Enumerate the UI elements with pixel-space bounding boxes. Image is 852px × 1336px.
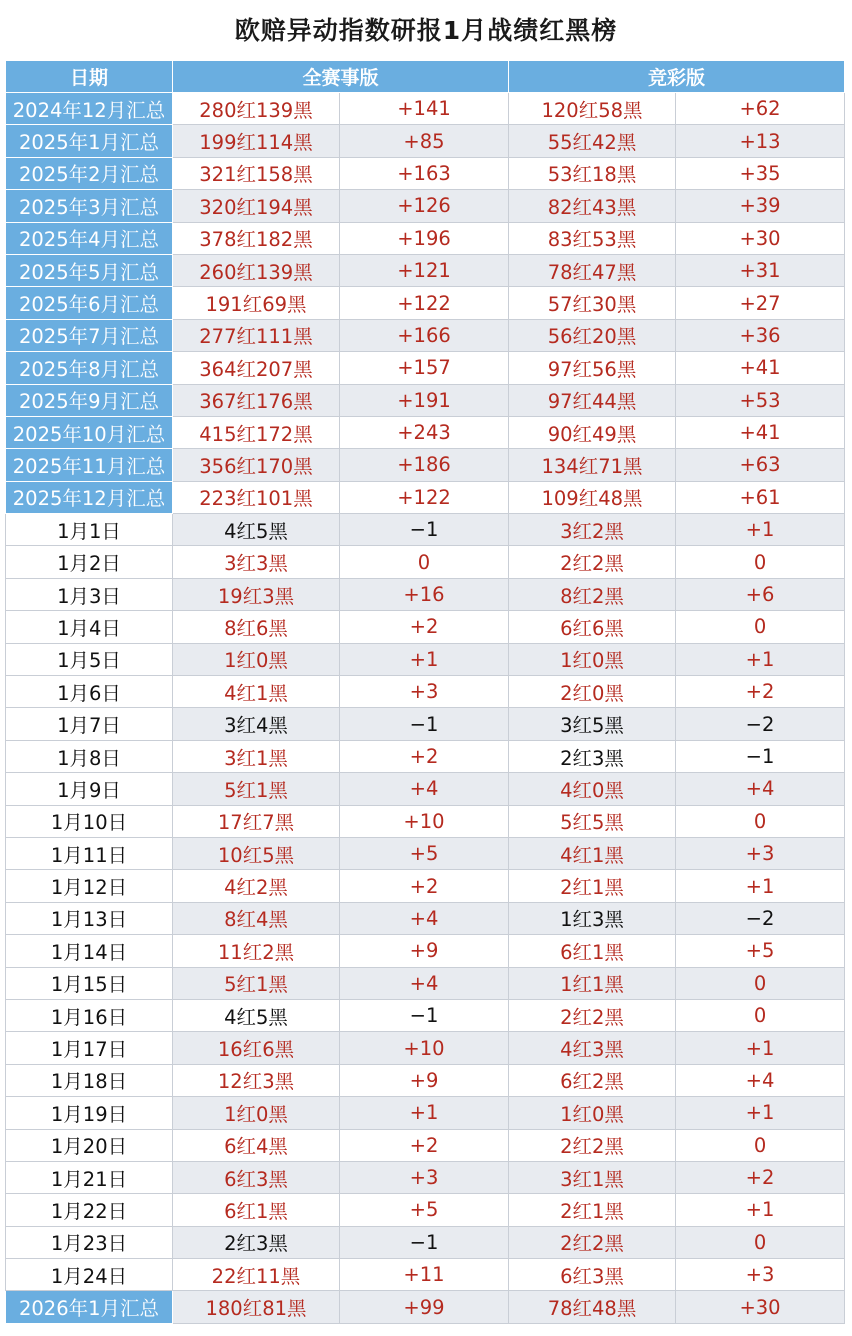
- all-profit-cell: +186: [340, 449, 509, 481]
- lottery-profit-cell: +31: [676, 254, 845, 286]
- all-profit-cell: +243: [340, 416, 509, 448]
- all-record-cell: 10红5黑: [173, 837, 340, 869]
- lottery-profit-cell: +30: [676, 222, 845, 254]
- all-record-cell: 6红3黑: [173, 1161, 340, 1193]
- all-record-cell: 8红6黑: [173, 611, 340, 643]
- summary-row: [6, 416, 845, 448]
- all-profit-cell: +16: [340, 578, 509, 610]
- all-profit-cell: +1: [340, 1097, 509, 1129]
- all-record-cell: 4红1黑: [173, 676, 340, 708]
- lottery-profit-cell: +13: [676, 125, 845, 157]
- lottery-record-cell: 57红30黑: [509, 287, 676, 319]
- lottery-record-cell: 78红48黑: [509, 1291, 676, 1323]
- date-cell: 1月6日: [6, 676, 173, 708]
- all-profit-cell: 0: [340, 546, 509, 578]
- lottery-record-cell: 53红18黑: [509, 157, 676, 189]
- table-row: [6, 837, 845, 869]
- all-profit-cell: −1: [340, 999, 509, 1031]
- all-profit-cell: +85: [340, 125, 509, 157]
- lottery-profit-cell: +62: [676, 93, 845, 125]
- date-cell: 1月16日: [6, 999, 173, 1031]
- lottery-record-cell: 1红0黑: [509, 643, 676, 675]
- all-profit-cell: +4: [340, 967, 509, 999]
- page-title: 欧赔异动指数研报1月战绩红黑榜: [234, 16, 618, 45]
- lottery-record-cell: 83红53黑: [509, 222, 676, 254]
- lottery-profit-cell: +4: [676, 773, 845, 805]
- lottery-record-cell: 1红0黑: [509, 1097, 676, 1129]
- all-record-cell: 191红69黑: [173, 287, 340, 319]
- all-record-cell: 260红139黑: [173, 254, 340, 286]
- lottery-profit-cell: +41: [676, 352, 845, 384]
- date-cell: 2026年1月汇总: [6, 1291, 173, 1323]
- all-profit-cell: +10: [340, 1032, 509, 1064]
- lottery-record-cell: 2红0黑: [509, 676, 676, 708]
- lottery-record-cell: 6红1黑: [509, 935, 676, 967]
- date-cell: 2025年8月汇总: [6, 352, 173, 384]
- lottery-profit-cell: +61: [676, 481, 845, 513]
- all-record-cell: 415红172黑: [173, 416, 340, 448]
- lottery-record-cell: 6红2黑: [509, 1064, 676, 1096]
- table-row: [6, 967, 845, 999]
- summary-row: [6, 222, 845, 254]
- all-profit-cell: +121: [340, 254, 509, 286]
- lottery-record-cell: 5红5黑: [509, 805, 676, 837]
- all-record-cell: 3红1黑: [173, 740, 340, 772]
- summary-row: [6, 93, 845, 125]
- date-cell: 1月8日: [6, 740, 173, 772]
- table-row: [6, 643, 845, 675]
- all-profit-cell: +126: [340, 190, 509, 222]
- all-record-cell: 280红139黑: [173, 93, 340, 125]
- date-cell: 2025年10月汇总: [6, 416, 173, 448]
- table-row: [6, 935, 845, 967]
- summary-row: [6, 254, 845, 286]
- all-record-cell: 5红1黑: [173, 967, 340, 999]
- table-row: [6, 1097, 845, 1129]
- table-row: [6, 870, 845, 902]
- all-record-cell: 19红3黑: [173, 578, 340, 610]
- table-body: [6, 93, 845, 1324]
- lottery-record-cell: 2红2黑: [509, 546, 676, 578]
- lottery-record-cell: 97红56黑: [509, 352, 676, 384]
- date-cell: 1月15日: [6, 967, 173, 999]
- lottery-profit-cell: +1: [676, 643, 845, 675]
- summary-row: [6, 481, 845, 513]
- all-profit-cell: +163: [340, 157, 509, 189]
- all-record-cell: 1红0黑: [173, 643, 340, 675]
- table-row: [6, 773, 845, 805]
- lottery-record-cell: 109红48黑: [509, 481, 676, 513]
- date-cell: 2025年7月汇总: [6, 319, 173, 351]
- all-record-cell: 223红101黑: [173, 481, 340, 513]
- all-profit-cell: +99: [340, 1291, 509, 1323]
- all-record-cell: 321红158黑: [173, 157, 340, 189]
- lottery-record-cell: 4红3黑: [509, 1032, 676, 1064]
- all-record-cell: 4红5黑: [173, 514, 340, 546]
- all-profit-cell: +2: [340, 740, 509, 772]
- all-profit-cell: +2: [340, 611, 509, 643]
- lottery-profit-cell: +30: [676, 1291, 845, 1323]
- all-record-cell: 1红0黑: [173, 1097, 340, 1129]
- all-record-cell: 17红7黑: [173, 805, 340, 837]
- table-row: [6, 1032, 845, 1064]
- all-profit-cell: +166: [340, 319, 509, 351]
- lottery-record-cell: 56红20黑: [509, 319, 676, 351]
- date-cell: 2025年9月汇总: [6, 384, 173, 416]
- table-row: [6, 546, 845, 578]
- header-all-events: 全赛事版: [173, 61, 509, 93]
- lottery-profit-cell: +1: [676, 1032, 845, 1064]
- all-record-cell: 356红170黑: [173, 449, 340, 481]
- date-cell: 1月2日: [6, 546, 173, 578]
- date-cell: 1月17日: [6, 1032, 173, 1064]
- lottery-record-cell: 55红42黑: [509, 125, 676, 157]
- date-cell: 1月12日: [6, 870, 173, 902]
- summary-row: [6, 1291, 845, 1323]
- date-cell: 2025年3月汇总: [6, 190, 173, 222]
- all-record-cell: 277红111黑: [173, 319, 340, 351]
- date-cell: 2025年1月汇总: [6, 125, 173, 157]
- lottery-profit-cell: +35: [676, 157, 845, 189]
- lottery-profit-cell: 0: [676, 546, 845, 578]
- all-profit-cell: +4: [340, 902, 509, 934]
- all-profit-cell: +3: [340, 1161, 509, 1193]
- table-row: [6, 999, 845, 1031]
- lottery-profit-cell: +53: [676, 384, 845, 416]
- lottery-record-cell: 8红2黑: [509, 578, 676, 610]
- date-cell: 1月22日: [6, 1194, 173, 1226]
- lottery-record-cell: 4红0黑: [509, 773, 676, 805]
- table-row: [6, 514, 845, 546]
- all-record-cell: 320红194黑: [173, 190, 340, 222]
- lottery-profit-cell: +1: [676, 1194, 845, 1226]
- table-row: [6, 1226, 845, 1258]
- all-profit-cell: +10: [340, 805, 509, 837]
- lottery-profit-cell: +39: [676, 190, 845, 222]
- all-profit-cell: +5: [340, 1194, 509, 1226]
- all-profit-cell: −1: [340, 708, 509, 740]
- date-cell: 2025年2月汇总: [6, 157, 173, 189]
- all-profit-cell: +11: [340, 1259, 509, 1291]
- date-cell: 2025年11月汇总: [6, 449, 173, 481]
- lottery-record-cell: 6红3黑: [509, 1259, 676, 1291]
- all-profit-cell: +1: [340, 643, 509, 675]
- lottery-profit-cell: +6: [676, 578, 845, 610]
- date-cell: 1月1日: [6, 514, 173, 546]
- all-profit-cell: +2: [340, 870, 509, 902]
- lottery-record-cell: 78红47黑: [509, 254, 676, 286]
- summary-row: [6, 287, 845, 319]
- table-row: [6, 1161, 845, 1193]
- all-profit-cell: +5: [340, 837, 509, 869]
- lottery-profit-cell: +1: [676, 514, 845, 546]
- all-record-cell: 12红3黑: [173, 1064, 340, 1096]
- all-profit-cell: +157: [340, 352, 509, 384]
- date-cell: 2025年4月汇总: [6, 222, 173, 254]
- summary-row: [6, 449, 845, 481]
- lottery-record-cell: 2红1黑: [509, 1194, 676, 1226]
- lottery-profit-cell: −2: [676, 902, 845, 934]
- lottery-record-cell: 2红2黑: [509, 1226, 676, 1258]
- all-record-cell: 4红5黑: [173, 999, 340, 1031]
- all-record-cell: 11红2黑: [173, 935, 340, 967]
- lottery-record-cell: 1红3黑: [509, 902, 676, 934]
- all-record-cell: 180红81黑: [173, 1291, 340, 1323]
- all-record-cell: 8红4黑: [173, 902, 340, 934]
- lottery-profit-cell: 0: [676, 999, 845, 1031]
- all-record-cell: 2红3黑: [173, 1226, 340, 1258]
- all-record-cell: 22红11黑: [173, 1259, 340, 1291]
- lottery-profit-cell: −1: [676, 740, 845, 772]
- all-profit-cell: −1: [340, 514, 509, 546]
- summary-row: [6, 157, 845, 189]
- all-profit-cell: +3: [340, 676, 509, 708]
- all-record-cell: 4红2黑: [173, 870, 340, 902]
- table-row: [6, 578, 845, 610]
- lottery-record-cell: 134红71黑: [509, 449, 676, 481]
- lottery-profit-cell: +1: [676, 870, 845, 902]
- date-cell: 2025年12月汇总: [6, 481, 173, 513]
- all-profit-cell: +196: [340, 222, 509, 254]
- date-cell: 1月23日: [6, 1226, 173, 1258]
- lottery-record-cell: 2红2黑: [509, 999, 676, 1031]
- all-profit-cell: +191: [340, 384, 509, 416]
- table-row: [6, 902, 845, 934]
- date-cell: 1月9日: [6, 773, 173, 805]
- all-record-cell: 364红207黑: [173, 352, 340, 384]
- all-record-cell: 199红114黑: [173, 125, 340, 157]
- lottery-profit-cell: +63: [676, 449, 845, 481]
- summary-row: [6, 384, 845, 416]
- date-cell: 2024年12月汇总: [6, 93, 173, 125]
- date-cell: 2025年6月汇总: [6, 287, 173, 319]
- all-profit-cell: −1: [340, 1226, 509, 1258]
- table-row: [6, 740, 845, 772]
- all-profit-cell: +2: [340, 1129, 509, 1161]
- table-row: [6, 1064, 845, 1096]
- all-profit-cell: +122: [340, 481, 509, 513]
- lottery-profit-cell: +3: [676, 837, 845, 869]
- date-cell: 1月7日: [6, 708, 173, 740]
- all-record-cell: 16红6黑: [173, 1032, 340, 1064]
- lottery-record-cell: 3红5黑: [509, 708, 676, 740]
- date-cell: 1月19日: [6, 1097, 173, 1129]
- all-profit-cell: +4: [340, 773, 509, 805]
- all-record-cell: 378红182黑: [173, 222, 340, 254]
- lottery-profit-cell: +27: [676, 287, 845, 319]
- table-row: [6, 611, 845, 643]
- lottery-profit-cell: +41: [676, 416, 845, 448]
- lottery-record-cell: 90红49黑: [509, 416, 676, 448]
- lottery-profit-cell: +4: [676, 1064, 845, 1096]
- summary-row: [6, 190, 845, 222]
- lottery-record-cell: 97红44黑: [509, 384, 676, 416]
- all-profit-cell: +122: [340, 287, 509, 319]
- lottery-record-cell: 120红58黑: [509, 93, 676, 125]
- all-profit-cell: +9: [340, 1064, 509, 1096]
- lottery-profit-cell: +36: [676, 319, 845, 351]
- lottery-profit-cell: 0: [676, 805, 845, 837]
- lottery-record-cell: 3红1黑: [509, 1161, 676, 1193]
- date-cell: 1月11日: [6, 837, 173, 869]
- lottery-profit-cell: 0: [676, 611, 845, 643]
- date-cell: 2025年5月汇总: [6, 254, 173, 286]
- all-record-cell: 3红3黑: [173, 546, 340, 578]
- table-row: [6, 708, 845, 740]
- header-lottery: 竞彩版: [509, 61, 845, 93]
- lottery-profit-cell: 0: [676, 1129, 845, 1161]
- lottery-profit-cell: +2: [676, 676, 845, 708]
- lottery-profit-cell: +5: [676, 935, 845, 967]
- date-cell: 1月3日: [6, 578, 173, 610]
- lottery-record-cell: 3红2黑: [509, 514, 676, 546]
- lottery-profit-cell: +1: [676, 1097, 845, 1129]
- all-record-cell: 5红1黑: [173, 773, 340, 805]
- table-row: [6, 1259, 845, 1291]
- lottery-profit-cell: 0: [676, 1226, 845, 1258]
- summary-row: [6, 319, 845, 351]
- lottery-record-cell: 82红43黑: [509, 190, 676, 222]
- lottery-record-cell: 2红1黑: [509, 870, 676, 902]
- date-cell: 1月4日: [6, 611, 173, 643]
- header-date: 日期: [6, 61, 173, 93]
- all-profit-cell: +9: [340, 935, 509, 967]
- table-header-row: [6, 61, 845, 93]
- all-record-cell: 6红1黑: [173, 1194, 340, 1226]
- all-profit-cell: +141: [340, 93, 509, 125]
- all-record-cell: 367红176黑: [173, 384, 340, 416]
- table-row: [6, 1129, 845, 1161]
- date-cell: 1月5日: [6, 643, 173, 675]
- date-cell: 1月21日: [6, 1161, 173, 1193]
- record-table: [5, 60, 845, 1324]
- lottery-profit-cell: 0: [676, 967, 845, 999]
- summary-row: [6, 352, 845, 384]
- date-cell: 1月13日: [6, 902, 173, 934]
- lottery-record-cell: 2红3黑: [509, 740, 676, 772]
- lottery-record-cell: 6红6黑: [509, 611, 676, 643]
- date-cell: 1月14日: [6, 935, 173, 967]
- lottery-record-cell: 2红2黑: [509, 1129, 676, 1161]
- date-cell: 1月24日: [6, 1259, 173, 1291]
- lottery-profit-cell: +3: [676, 1259, 845, 1291]
- table-row: [6, 676, 845, 708]
- lottery-profit-cell: −2: [676, 708, 845, 740]
- table-row: [6, 805, 845, 837]
- table-row: [6, 1194, 845, 1226]
- summary-row: [6, 125, 845, 157]
- all-record-cell: 3红4黑: [173, 708, 340, 740]
- date-cell: 1月18日: [6, 1064, 173, 1096]
- date-cell: 1月10日: [6, 805, 173, 837]
- all-record-cell: 6红4黑: [173, 1129, 340, 1161]
- lottery-record-cell: 1红1黑: [509, 967, 676, 999]
- date-cell: 1月20日: [6, 1129, 173, 1161]
- lottery-profit-cell: +2: [676, 1161, 845, 1193]
- lottery-record-cell: 4红1黑: [509, 837, 676, 869]
